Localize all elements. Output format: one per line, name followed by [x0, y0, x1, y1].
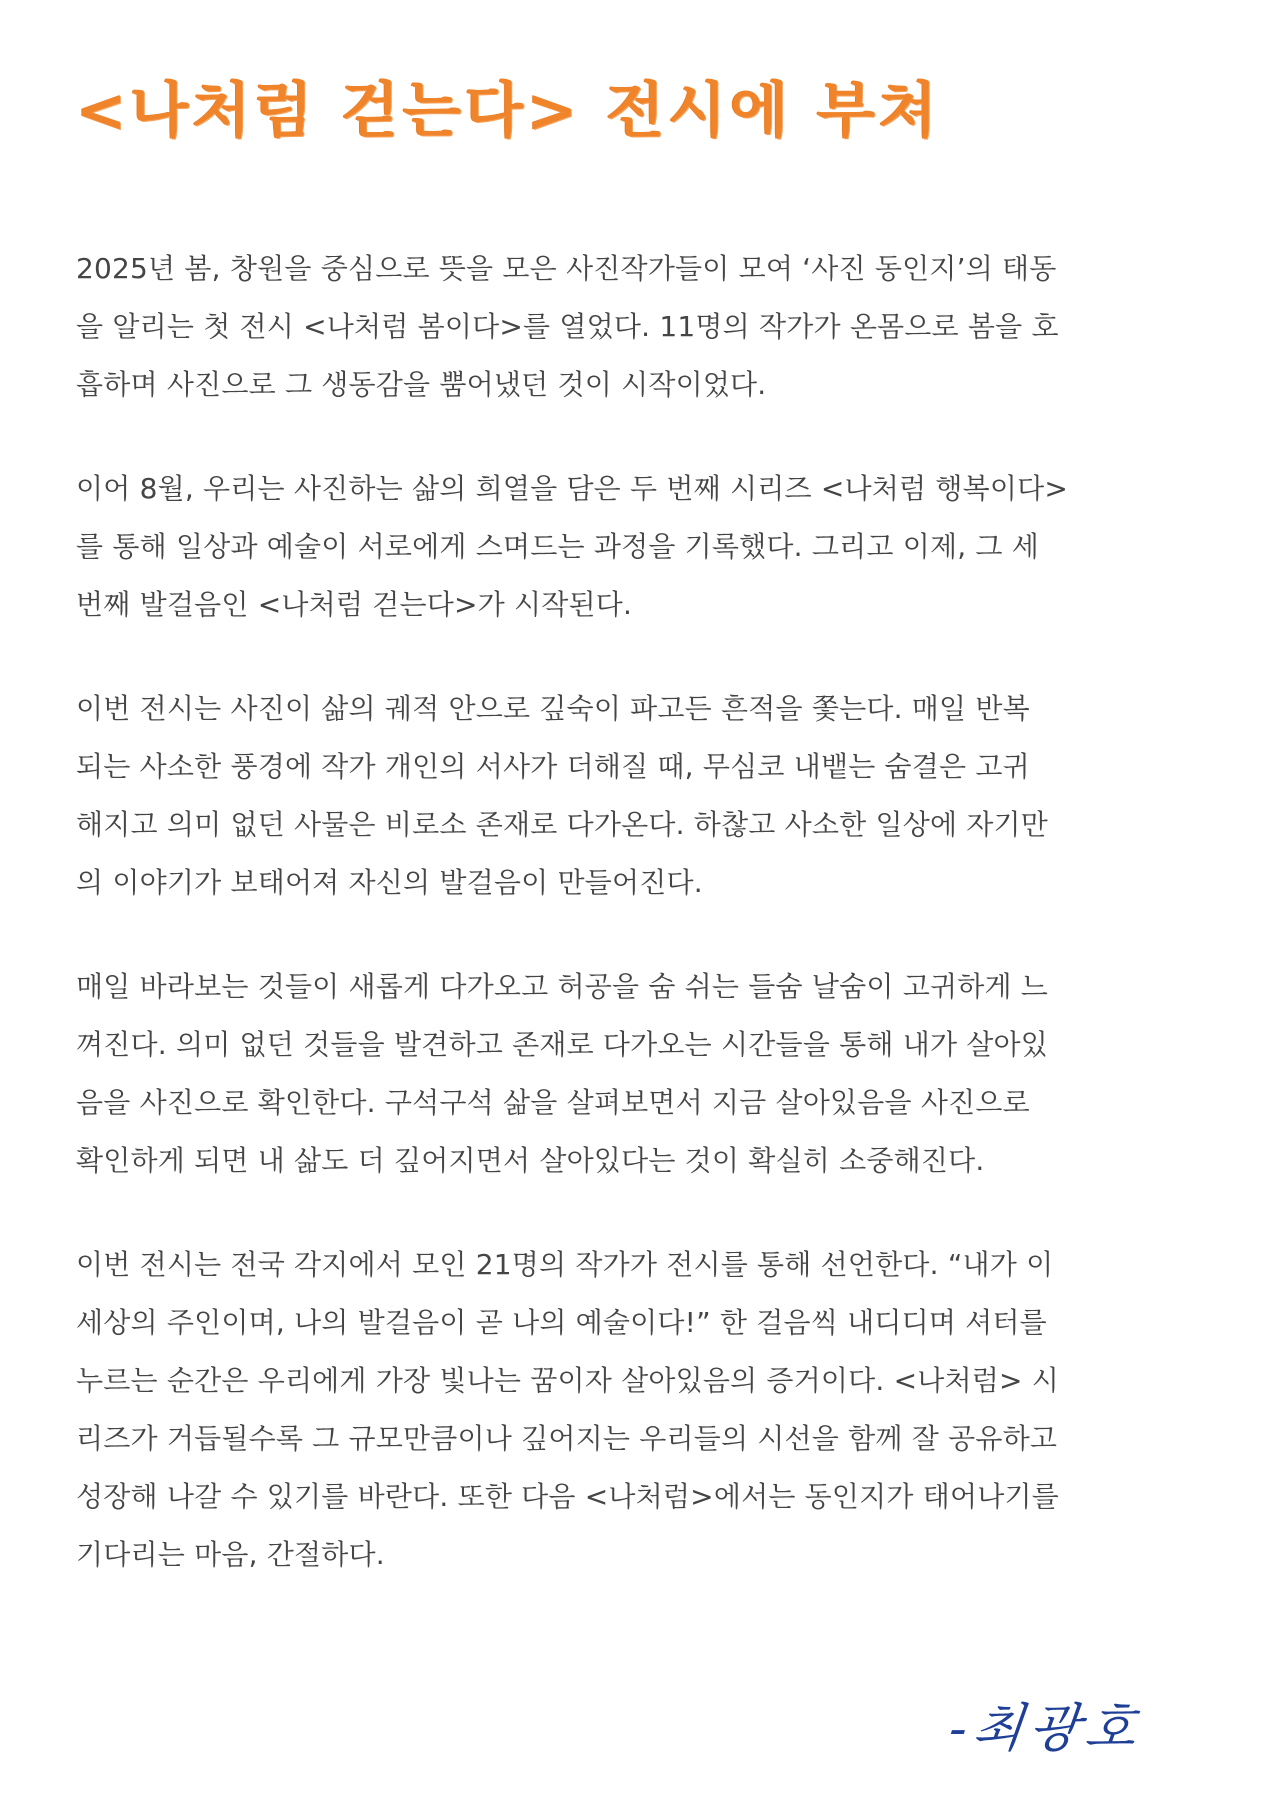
paragraph-line: 이번 전시는 전국 각지에서 모인 21명의 작가가 전시를 통해 선언한다. “내가 이	[76, 1248, 1054, 1281]
paragraph-line: 해지고 의미 없던 사물은 비로소 존재로 다가온다. 하찮고 사소한 일상에 자기만	[76, 808, 1049, 841]
paragraph-line: 이번 전시는 사진이 삶의 궤적 안으로 깊숙이 파고든 흔적을 쫓는다. 매일 반복	[76, 692, 1030, 725]
paragraph-3	[76, 680, 1201, 912]
paragraph-line: 누르는 순간은 우리에게 가장 빛나는 꿈이자 살아있음의 증거이다. <나처럼> 시	[76, 1364, 1060, 1397]
paragraph-line: 리즈가 거듭될수록 그 규모만큼이나 깊어지는 우리들의 시선을 함께 잘 공유하고	[76, 1422, 1058, 1455]
paragraph-line: 를 통해 일상과 예술이 서로에게 스며드는 과정을 기록했다. 그리고 이제, 그 세	[76, 530, 1039, 563]
paragraph-1	[76, 240, 1201, 414]
paragraph-line: 매일 바라보는 것들이 새롭게 다가오고 허공을 숨 쉬는 들숨 날숨이 고귀하게 느	[76, 970, 1049, 1003]
paragraph-line: 2025년 봄, 창원을 중심으로 뜻을 모은 사진작가들이 모여 ‘사진 동인지’의 태동	[76, 252, 1057, 285]
paragraph-line: 껴진다. 의미 없던 것들을 발견하고 존재로 다가오는 시간들을 통해 내가 살아있	[76, 1028, 1049, 1061]
paragraph-line: 성장해 나갈 수 있기를 바란다. 또한 다음 <나처럼>에서는 동인지가 태어나기를	[76, 1480, 1060, 1513]
paragraph-line: 을 알리는 첫 전시 <나처럼 봄이다>를 열었다. 11명의 작가가 온몸으로 봄을 호	[76, 310, 1059, 343]
paragraph-line: 기다리는 마음, 간절하다.	[76, 1538, 385, 1571]
paragraph-line: 흡하며 사진으로 그 생동감을 뿜어냈던 것이 시작이었다.	[76, 368, 767, 401]
paragraph-line: 되는 사소한 풍경에 작가 개인의 서사가 더해질 때, 무심코 내뱉는 숨결은 고귀	[76, 750, 1030, 783]
document-body	[76, 240, 1201, 1630]
paragraph-line: 번째 발걸음인 <나처럼 걷는다>가 시작된다.	[76, 588, 633, 621]
paragraph-line: 확인하게 되면 내 삶도 더 깊어지면서 살아있다는 것이 확실히 소중해진다.	[76, 1144, 985, 1177]
document-title: <나처럼 걷는다> 전시에 부쳐	[76, 76, 941, 146]
paragraph-5	[76, 1236, 1201, 1584]
paragraph-line: 세상의 주인이며, 나의 발걸음이 곧 나의 예술이다!” 한 걸음씩 내디디며 셔터를	[76, 1306, 1047, 1339]
paragraph-line: 이어 8월, 우리는 사진하는 삶의 희열을 담은 두 번째 시리즈 <나처럼 행복이다>	[76, 472, 1068, 505]
paragraph-line: 음을 사진으로 확인한다. 구석구석 삶을 살펴보면서 지금 살아있음을 사진으로	[76, 1086, 1030, 1119]
paragraph-line: 의 이야기가 보태어져 자신의 발걸음이 만들어진다.	[76, 866, 703, 899]
author-signature: -최광호	[946, 1699, 1145, 1759]
paragraph-2	[76, 460, 1201, 634]
paragraph-4	[76, 958, 1201, 1190]
